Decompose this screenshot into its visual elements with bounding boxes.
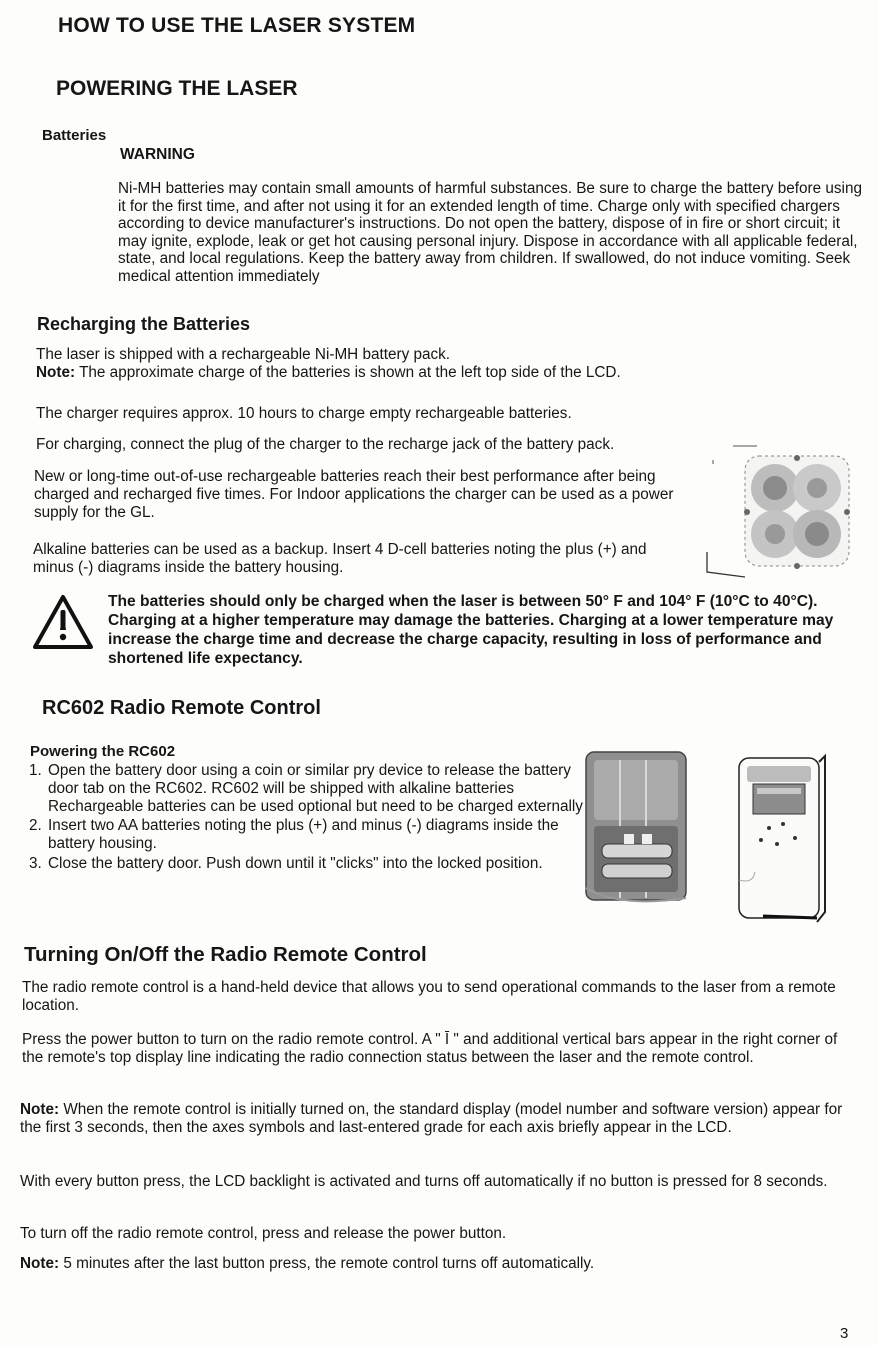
powering-heading: POWERING THE LASER (56, 77, 298, 100)
remote-control-figure (733, 752, 833, 924)
batteries-label: Batteries (42, 127, 107, 144)
turning-heading: Turning On/Off the Radio Remote Control (24, 943, 427, 966)
step-3: 3. Close the battery door. Push down until it "clicks" into the locked position. (46, 855, 591, 873)
note-text: The approximate charge of the batteries is shown at the left top side of the LCD. (79, 364, 621, 381)
note-label: Note: (36, 364, 76, 381)
page-title: HOW TO USE THE LASER SYSTEM (58, 14, 416, 37)
rc602-heading: RC602 Radio Remote Control (42, 697, 321, 719)
turning-p1: The radio remote control is a hand-held device that allows you to send operational commands to the laser from a remote location. (22, 979, 836, 1014)
recharging-p3: For charging, connect the plug of the charger to the recharge jack of the battery pack. (36, 436, 615, 453)
turning-note2 (20, 1255, 820, 1273)
recharging-p4: New or long-time out-of-use rechargeable batteries reach their best performance after being charged and recharged five times. For Indoor applications the charger can be used as a power supply for the GL. (34, 468, 674, 521)
turning-p4: To turn off the radio remote control, press and release the power button. (20, 1225, 507, 1242)
recharging-heading: Recharging the Batteries (37, 314, 251, 334)
warning-text: Ni-MH batteries may contain small amounts of harmful substances. Be sure to charge the battery before using it for the first time, and after not using it for an extended length of time. Charge only with specified chargers according to device manufacturer's instructions. Do not open the battery, dispose of in fire or short circuit; it may ignite, explode, leak or get hot causing personal injury. Dispose in accordance with all applicable federal, state, and local regulations. Keep the battery away from children. If swallowed, do not induce vomiting. Seek medical attention immediately (118, 180, 862, 285)
recharging-p5: Alkaline batteries can be used as a backup. Insert 4 D-cell batteries noting the plus (+) and minus (-) diagrams inside the battery housing. (33, 541, 647, 576)
turning-p2: Press the power button to turn on the radio remote control. A " Ῑ " and additional vertical bars appear in the right corner of the remote's top display line indicating the radio connection status between the laser and the remote control. (22, 1031, 838, 1066)
turning-p3: With every button press, the LCD backlight is activated and turns off automatically if no button is pressed for 8 seconds. (20, 1173, 828, 1190)
recharging-p2: The charger requires approx. 10 hours to charge empty rechargeable batteries. (36, 405, 572, 422)
charging-caution: The batteries should only be charged when the laser is between 50° F and 104° F (10°C to 40°C). Charging at a higher temperature may damage the batteries. Charging at a lower temperature may increase the charge time and decrease the charge capacity, resulting in loss of performance and shortened life expectancy. (108, 593, 834, 667)
warning-triangle-icon (32, 594, 94, 650)
step-2: 2. Insert two AA batteries noting the plus (+) and minus (-) diagrams inside the battery housing. (46, 817, 591, 853)
rc602-subheading: Powering the RC602 (30, 743, 176, 760)
recharging-p1: The laser is shipped with a rechargeable Ni-MH battery pack. (36, 346, 451, 363)
remote-battery-compartment-figure (580, 748, 692, 908)
note-label-2: Note: (20, 1255, 60, 1272)
page-number: 3 (840, 1325, 849, 1342)
recharging-note (36, 364, 816, 382)
step-1: 1. Open the battery door using a coin or similar pry device to release the battery door tab on the RC602. RC602 will be shipped with alkaline batteries Rechargeable batteries can be used optional but need to be charged externally (46, 762, 591, 815)
rc602-steps (26, 762, 591, 875)
note1-text: When the remote control is initially turned on, the standard display (model number and software version) appear for the first 3 seconds, then the axes symbols and last-entered grade for each axis briefly appear in the LCD. (20, 1101, 843, 1136)
note-label-1: Note: (20, 1101, 60, 1118)
turning-note1 (20, 1101, 860, 1137)
warning-label: WARNING (120, 146, 195, 163)
note2-text: 5 minutes after the last button press, the remote control turns off automatically. (63, 1255, 595, 1272)
battery-pack-figure (705, 442, 865, 592)
